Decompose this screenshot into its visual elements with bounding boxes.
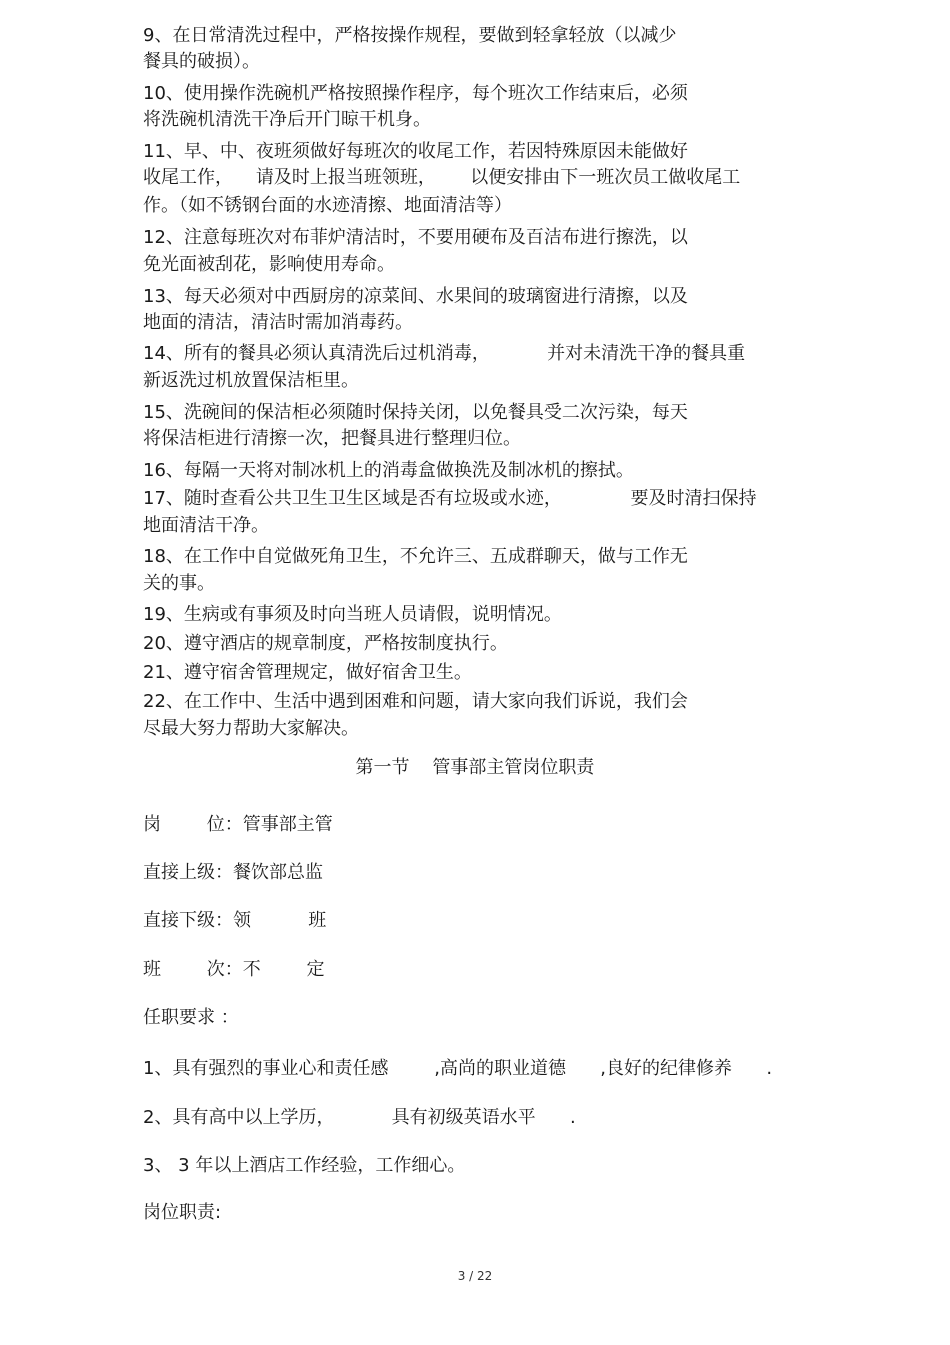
text-line: 19、生病或有事须及时向当班人员请假，说明情况。 [143,604,562,625]
text-line: 17、随时查看公共卫生卫生区域是否有垃圾或水迹， 要及时清扫保持 [143,488,757,509]
duties-title: 岗位职责: [143,1202,222,1223]
job-subordinate: 直接下级：领 班 [143,910,327,931]
text-line: 关的事。 [143,573,215,594]
requirement-item: 1、具有强烈的事业心和责任感 ,高尚的职业道德 ,良好的纪律修养 . [143,1058,773,1079]
job-shift: 班 次：不 定 [143,959,325,980]
text-line: 作。（如不锈钢台面的水迹清擦、地面清洁等） [143,195,512,216]
text-line: 16、每隔一天将对制冰机上的消毒盒做换洗及制冰机的擦拭。 [143,460,634,481]
text-line: 11、早、中、夜班须做好每班次的收尾工作，若因特殊原因未能做好 [143,141,688,162]
text-line: 9、在日常清洗过程中，严格按操作规程，要做到轻拿轻放（以减少 [143,25,677,46]
text-line: 尽最大努力帮助大家解决。 [143,718,359,739]
text-line: 21、遵守宿舍管理规定，做好宿舍卫生。 [143,662,472,683]
page-number: 3 / 22 [457,1269,493,1283]
text-line: 收尾工作， 请及时上报当班领班， 以便安排由下一班次员工做收尾工 [143,167,741,188]
text-line: 将保洁柜进行清擦一次，把餐具进行整理归位。 [143,428,521,449]
job-superior: 直接上级：餐饮部总监 [143,862,323,883]
requirements-title: 任职要求 ： [143,1007,239,1028]
section-heading: 第一节 管事部主管岗位职责 [355,757,595,778]
text-line: 12、注意每班次对布菲炉清洁时，不要用硬布及百洁布进行擦洗，以 [143,227,688,248]
text-line: 免光面被刮花，影响使用寿命。 [143,254,395,275]
text-line: 新返洗过机放置保洁柜里。 [143,370,359,391]
requirement-item: 2、具有高中以上学历， 具有初级英语水平 . [143,1107,576,1128]
text-line: 15、洗碗间的保洁柜必须随时保持关闭，以免餐具受二次污染，每天 [143,402,688,423]
text-line: 将洗碗机清洗干净后开门晾干机身。 [143,109,431,130]
text-line: 地面的清洁，清洁时需加消毒药。 [143,312,413,333]
text-line: 18、在工作中自觉做死角卫生，不允许三、五成群聊天，做与工作无 [143,546,688,567]
text-line: 22、在工作中、生活中遇到困难和问题，请大家向我们诉说，我们会 [143,691,688,712]
job-position: 岗 位：管事部主管 [143,814,333,835]
text-line: 14、所有的餐具必须认真清洗后过机消毒， 并对未清洗干净的餐具重 [143,343,746,364]
text-line: 13、每天必须对中西厨房的凉菜间、水果间的玻璃窗进行清擦，以及 [143,286,688,307]
text-line: 10、使用操作洗碗机严格按照操作程序，每个班次工作结束后，必须 [143,83,688,104]
text-line: 20、遵守酒店的规章制度，严格按制度执行。 [143,633,508,654]
text-line: 餐具的破损）。 [143,51,260,72]
text-line: 地面清洁干净。 [143,515,269,536]
requirement-item: 3、 3 年以上酒店工作经验，工作细心。 [143,1155,466,1176]
